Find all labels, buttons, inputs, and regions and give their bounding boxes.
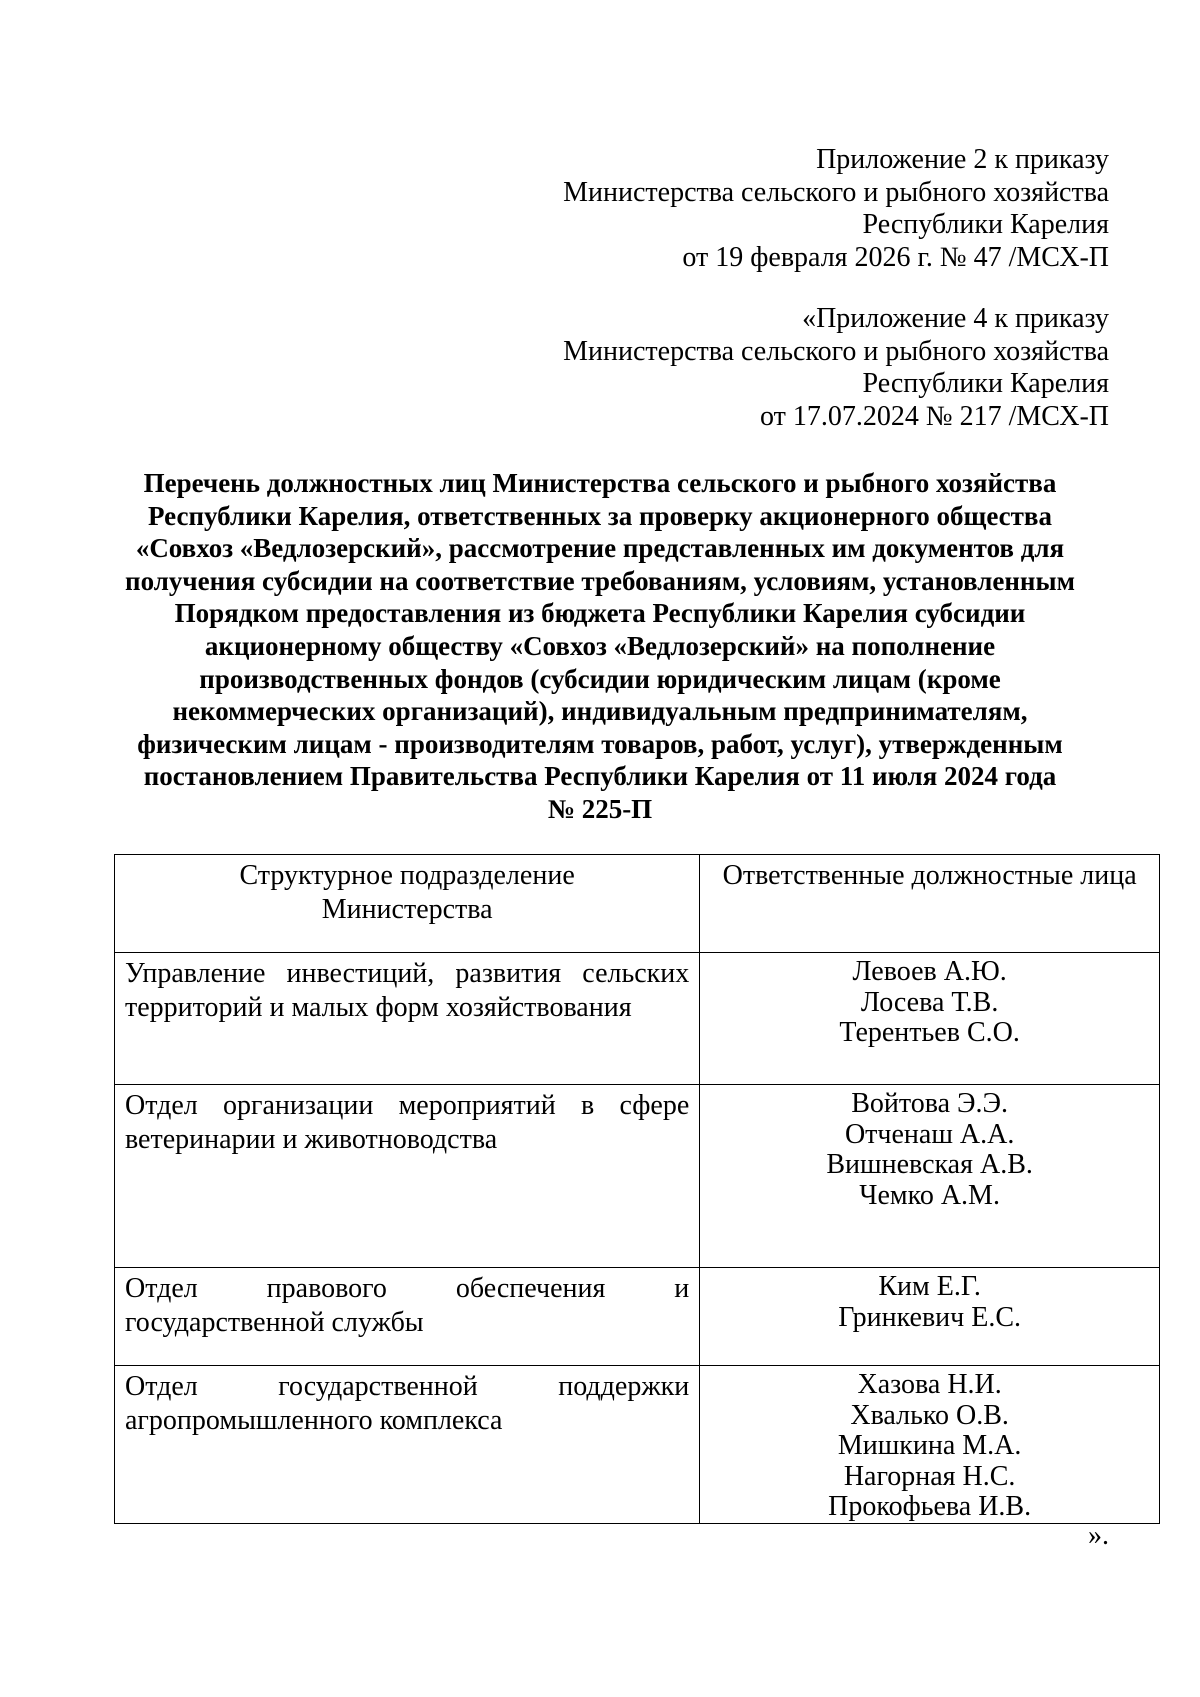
- table-row: [115, 1268, 1160, 1366]
- title-line: физическим лицам - производителям товаров, работ, услуг), утвержденным: [137, 728, 1063, 759]
- annex-line: Приложение 2 к приказу: [816, 144, 1109, 175]
- title-line: Перечень должностных лиц Министерства сельского и рыбного хозяйства: [143, 468, 1057, 498]
- official-name: Отченаш А.А.: [844, 1118, 1015, 1150]
- title-line: «Совхоз «Ведлозерский», рассмотрение представленных им документов для: [135, 533, 1065, 564]
- department-cell: Отдел правового обеспечения и государственной службы: [115, 1268, 700, 1366]
- title-line: № 225-П: [547, 793, 653, 824]
- annex-reference-amended: [563, 303, 1109, 433]
- official-name: Мишкина М.А.: [837, 1430, 1022, 1461]
- official-name: Хвалько О.В.: [850, 1399, 1009, 1431]
- officials-table: [114, 854, 1160, 1524]
- annex-line: Министерства сельского и рыбного хозяйства: [563, 176, 1109, 208]
- annex-reference-current: [563, 144, 1109, 274]
- table-row: [115, 1085, 1160, 1268]
- annex-line: Республики Карелия: [862, 368, 1109, 399]
- table-header-row: [115, 855, 1160, 953]
- official-name: Войтова Э.Э.: [851, 1088, 1009, 1119]
- official-name: Нагорная Н.С.: [843, 1460, 1016, 1492]
- title-line: Порядком предоставления из бюджета Республики Карелия субсидии: [174, 598, 1026, 629]
- official-name: Ким Е.Г.: [878, 1271, 981, 1302]
- official-name: Прокофьева И.В.: [828, 1491, 1032, 1522]
- title-line: получения субсидии на соответствие требованиям, условиям, установленным: [125, 565, 1075, 596]
- title-line: постановлением Правительства Республики Карелия от 11 июля 2024 года: [143, 761, 1057, 792]
- officials-cell: [700, 1366, 1160, 1524]
- annex-line: от 17.07.2024 № 217 /МСХ-П: [760, 400, 1109, 432]
- column-header-officials: Ответственные должностные лица: [700, 855, 1160, 953]
- title-line: акционерному обществу «Совхоз «Ведлозерский» на пополнение: [204, 630, 996, 661]
- officials-cell: [700, 1085, 1160, 1268]
- annex-line: Республики Карелия: [862, 209, 1109, 240]
- official-name: Гринкевич Е.С.: [838, 1301, 1022, 1333]
- closing-quote-mark: ».: [1088, 1520, 1109, 1551]
- annex-line: «Приложение 4 к приказу: [802, 303, 1109, 334]
- department-cell: Отдел государственной поддержки агропромышленного комплекса: [115, 1366, 700, 1524]
- annex-line: от 19 февраля 2026 г. № 47 /МСХ-П: [682, 241, 1109, 273]
- officials-cell: [700, 1268, 1160, 1366]
- table-row: [115, 1366, 1160, 1524]
- column-header-department: Структурное подразделение Министерства: [115, 855, 700, 953]
- title-line: Республики Карелия, ответственных за проверку акционерного общества: [148, 500, 1052, 531]
- official-name: Терентьев С.О.: [839, 1017, 1020, 1048]
- officials-cell: [700, 953, 1160, 1085]
- official-name: Вишневская А.В.: [826, 1149, 1033, 1180]
- official-name: Чемко А.М.: [859, 1179, 1000, 1211]
- department-cell: Отдел организации мероприятий в сфере ветеринарии и животноводства: [115, 1085, 700, 1268]
- official-name: Левоев А.Ю.: [852, 956, 1007, 987]
- title-line: некоммерческих организаций), индивидуальным предпринимателям,: [172, 696, 1028, 727]
- official-name: Лосева Т.В.: [860, 986, 999, 1018]
- table-row: [115, 953, 1160, 1085]
- title-line: производственных фондов (субсидии юридическим лицам (кроме: [199, 663, 1001, 694]
- annex-line: Министерства сельского и рыбного хозяйства: [563, 335, 1109, 367]
- department-cell: Управление инвестиций, развития сельских территорий и малых форм хозяйствования: [115, 953, 700, 1085]
- official-name: Хазова Н.И.: [857, 1369, 1002, 1400]
- document-title: [100, 467, 1100, 826]
